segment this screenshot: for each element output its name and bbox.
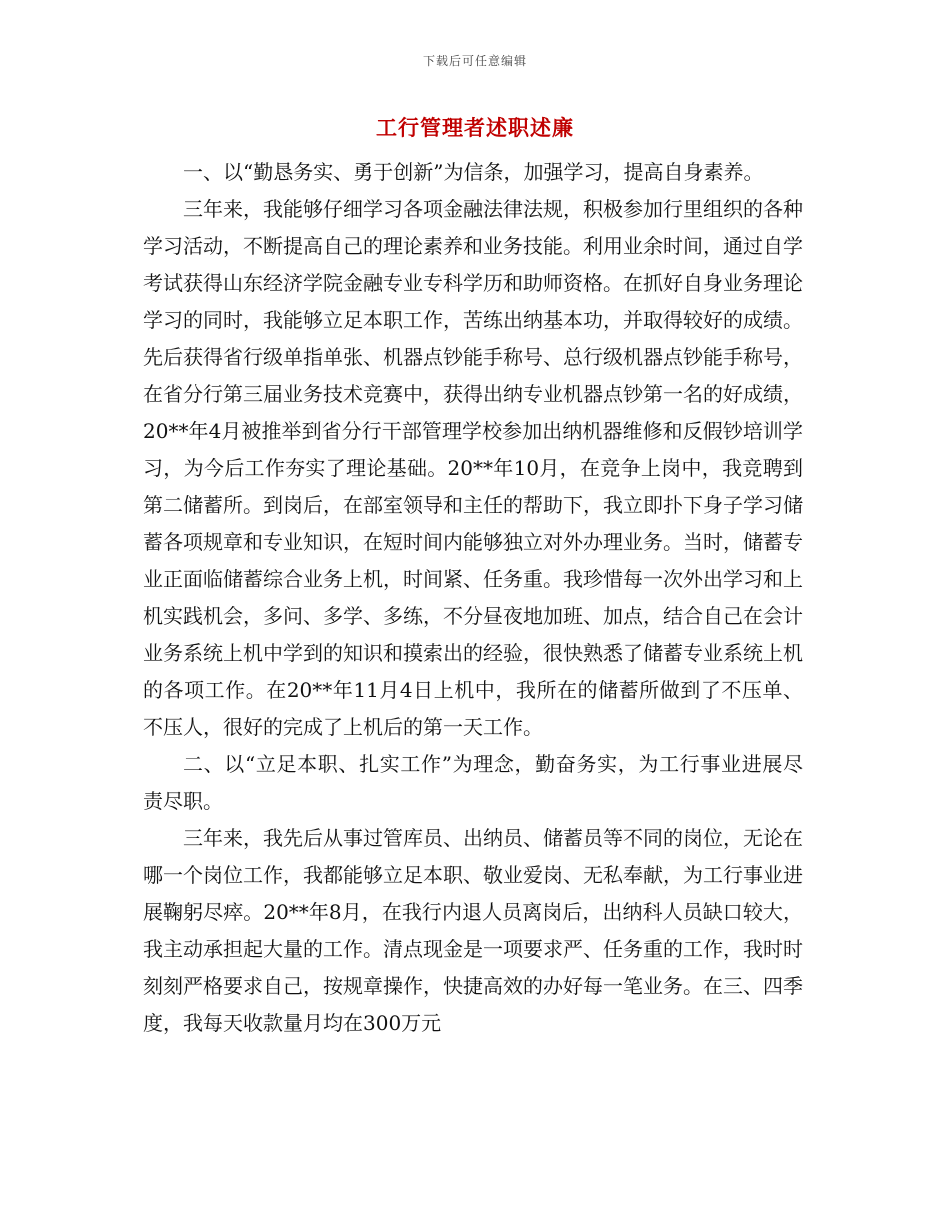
header-note: 下载后可任意编辑 xyxy=(422,54,527,68)
document-body xyxy=(143,154,803,1042)
paragraph-1: 一、以“勤恳务实、勇于创新”为信条，加强学习，提高自身素养。 xyxy=(183,160,764,184)
paragraph-3: 二、以“立足本职、扎实工作”为理念，勤奋务实，为工行事业进展尽责尽职。 xyxy=(143,752,803,813)
document-title: 工行管理者述职述廉 xyxy=(376,115,574,140)
paragraph-2: 三年来，我能够仔细学习各项金融法律法规，积极参加行里组织的各种学习活动，不断提高自己的理论素养和业务技能。利用业余时间，通过自学考试获得山东经济学院金融专业专科学历和助师资格。在抓好自身业务理论学习的同时，我能够立足本职工作，苦练出纳基本功，并取得较好的成绩。先后获得省行级单指单张、机器点钞能手称号、总行级机器点钞能手称号，在省分行第三届业务技术竞赛中，获得出纳专业机器点钞第一名的好成绩，20**年4月被推举到省分行干部管理学校参加出纳机器维修和反假钞培训学习，为今后工作夯实了理论基础。20**年10月，在竞争上岗中，我竞聘到第二储蓄所。到岗后，在部室领导和主任的帮助下，我立即扑下身子学习储蓄各项规章和专业知识，在短时间内能够独立对外办理业务。当时，储蓄专业正面临储蓄综合业务上机，时间紧、任务重。我珍惜每一次外出学习和上机实践机会，多问、多学、多练，不分昼夜地加班、加点，结合自己在会计业务系统上机中学到的知识和摸索出的经验，很快熟悉了储蓄专业系统上机的各项工作。在20**年11月4日上机中，我所在的储蓄所做到了不压单、不压人，很好的完成了上机后的第一天工作。 xyxy=(143,197,803,739)
paragraph-4: 三年来，我先后从事过管库员、出纳员、储蓄员等不同的岗位，无论在哪一个岗位工作，我都能够立足本职、敬业爱岗、无私奉献，为工行事业进展鞠躬尽瘁。20**年8月，在我行内退人员离岗后，出纳科人员缺口较大，我主动承担起大量的工作。清点现金是一项要求严、任务重的工作，我时时刻刻严格要求自己，按规章操作，快捷高效的办好每一笔业务。在三、四季度，我每天收款量月均在300万元 xyxy=(143,826,803,1035)
